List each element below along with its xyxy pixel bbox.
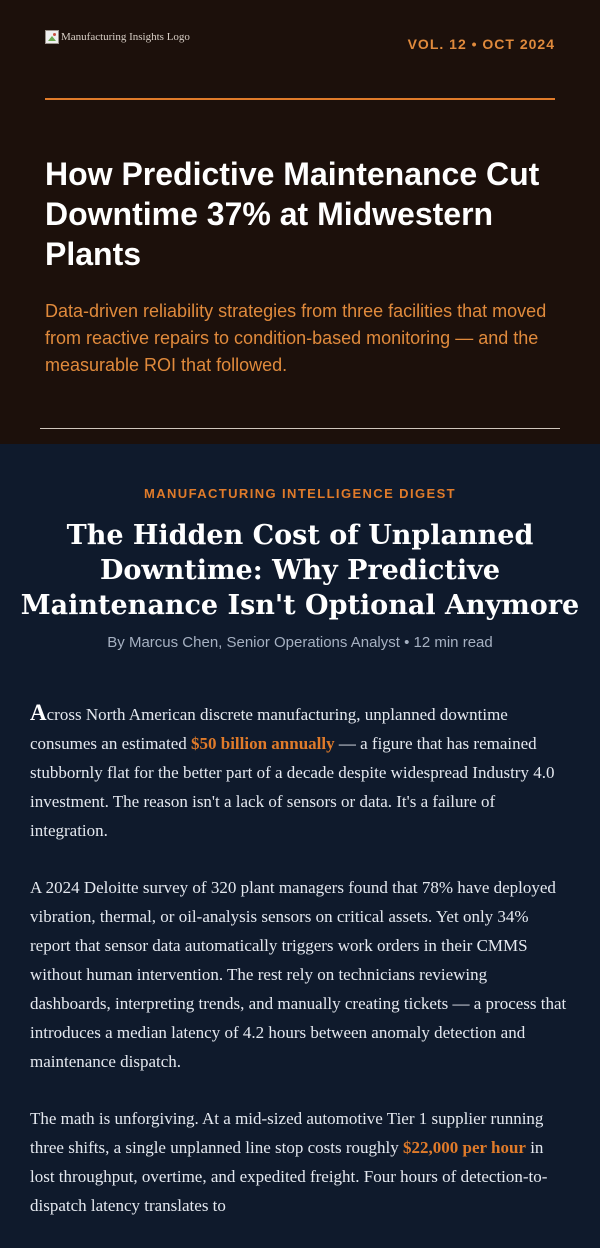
- broken-image-icon: [45, 30, 59, 44]
- paragraph-3-end: in lost throughput, overtime, and expedited freight. Four hours of detection-to-dispatch latency translates to: [30, 1138, 548, 1215]
- paragraph-2: A 2024 Deloitte survey of 320 plant managers found that 78% have deployed vibration, thermal, or oil-analysis sensors on critical assets. Yet only 34% report that sensor data automatically triggers work orders in their CMMS without human intervention. The rest rely on technicians reviewing dashboards, interpreting trends, and manually creating tickets — a process that introduces a median latency of 4.2 hours between anomaly detection and maintenance dispatch.: [30, 878, 567, 1071]
- header-top-bar: [45, 30, 555, 52]
- paragraph-1-end: — a figure that has remained stubbornly flat for the better part of a decade despite widespread Industry 4.0 investment. The reason isn't a lack of sensors or data. It's a failure of integration.: [30, 734, 555, 840]
- section-divider: [40, 428, 560, 429]
- brand-logo[interactable]: [45, 30, 190, 44]
- article-byline: By Marcus Chen, Senior Operations Analyst • 12 min read: [107, 634, 493, 651]
- paragraph-1: [30, 698, 568, 845]
- hero-subtitle: Data-driven reliability strategies from three facilities that moved from reactive repairs to condition-based monitoring — and the measurable ROI that followed.: [45, 301, 547, 375]
- paragraph-3: [30, 1104, 568, 1220]
- hero-title: How Predictive Maintenance Cut Downtime 37% at Midwestern Plants: [45, 156, 540, 272]
- newsletter-header: [0, 0, 600, 444]
- logo-alt-text: Manufacturing Insights Logo: [61, 31, 190, 43]
- article-headline: The Hidden Cost of Unplanned Downtime: Why Predictive Maintenance Isn't Optional Anymore: [20, 520, 580, 621]
- issue-label: VOL. 12 • OCT 2024: [407, 36, 555, 52]
- highlight-stat: $50 billion annually: [191, 734, 335, 753]
- paragraph-1-start: Across North American discrete manufacturing, unplanned downtime consumes an estimated: [30, 700, 508, 753]
- highlight-stat: $22,000 per hour: [403, 1138, 526, 1157]
- article-body: [30, 698, 568, 1248]
- header-divider: [45, 98, 555, 100]
- paragraph-3-start: The math is unforgiving. At a mid-sized automotive Tier 1 supplier running three shifts, a single unplanned line stop costs roughly: [30, 1109, 544, 1157]
- article-kicker: MANUFACTURING INTELLIGENCE DIGEST: [144, 486, 456, 501]
